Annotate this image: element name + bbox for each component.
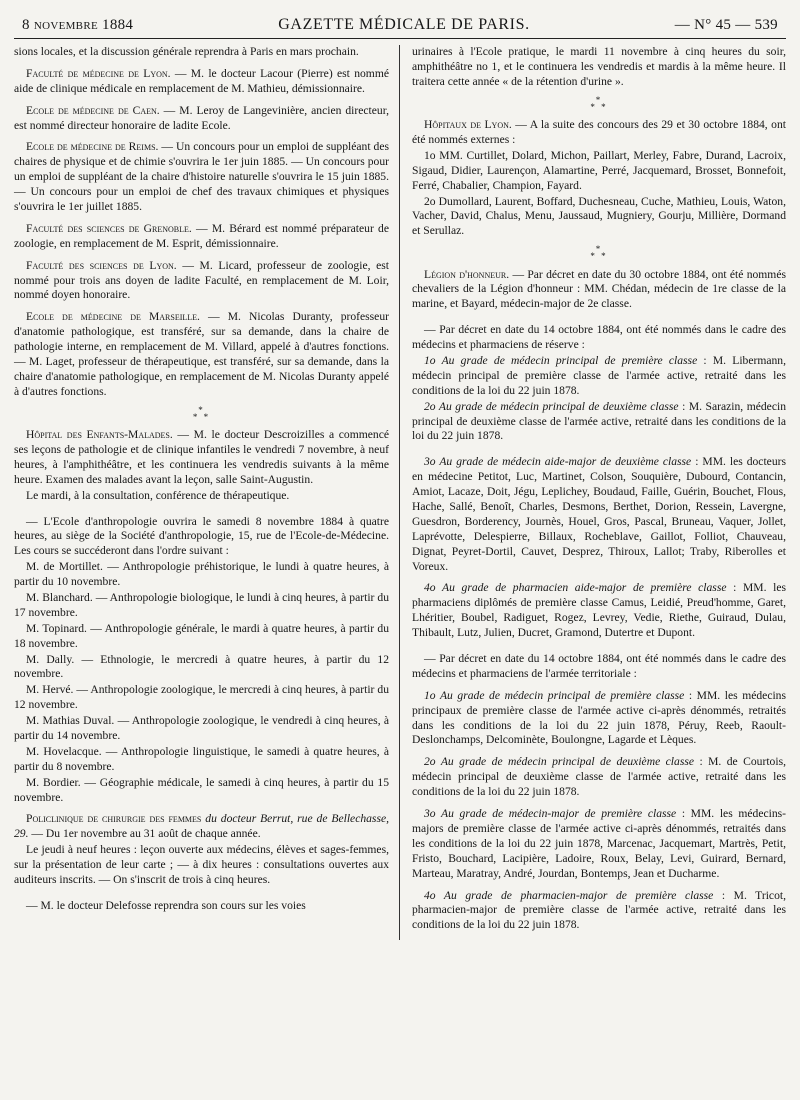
paragraph [14, 259, 389, 304]
paragraph-text: : MM. les pharmaciens diplômés de première classe Camus, Leidié, Preud'homme, Garet, Lhéritier, Boubel, Radiguet, Rogez, Levrey, Vedie, Riethe, Guiraud, Dulau, Thibault, Lutz, Julien, Ducret, Gramond, Dutertre et Dupont. [412, 581, 786, 640]
paragraph-text: sions locales, et la discussion générale reprendra à Paris en mars prochain. [14, 45, 359, 58]
section-heading: Policlinique de chirurgie des femmes [26, 812, 202, 826]
paragraph [412, 45, 786, 90]
paragraph-text: — M. le docteur Descroizilles a commencé ses leçons de pathologie et de clinique infantiles le vendredi 7 novembre, à neuf heures, à l'amphithéâtre, et les continuera les vendredis suivants à la même heure. Examen des malades avant la leçon, salle Saint-Augustin. [14, 428, 389, 486]
paragraph-text: : MM. les médecins principaux de première classe de l'armée active ci-après dénommés, retraités dans les conditions de la loi du 22 juin 1878, Péruy, Reeb, Raoult-Deslonchamps, Delcominète, Boulongne, Lagarde et Lèques. [412, 688, 786, 747]
paragraph-text: M. Bordier. — Géographie médicale, le samedi à cinq heures, à partir du 15 novembre. [14, 775, 389, 804]
paragraph-text: M. Mathias Duval. — Anthropologie zoologique, le vendredi à cinq heures, à partir du 14 novembre. [14, 714, 389, 742]
paragraph-text: : MM. les médecins-majors de première classe de l'armée active ci-après dénommés, retraités dans les conditions de la loi du 22 juin 1878, Marcenac, Jacquemart, Martrès, Petit, Fristo, Bouchard, Lacipière, Ladoire, Roux, Belay, Levi, Guirard, Bernard, Marteau, Maratray, André, Jourdan, Bontemps, Jean et Ducharme. [412, 807, 787, 880]
right-column [400, 45, 786, 940]
paragraph-text: M. Topinard. — Anthropologie générale, le mardi à quatre heures, à partir du 18 novembre. [14, 621, 389, 650]
columns [14, 45, 786, 940]
paragraph [14, 812, 389, 842]
section-heading: Faculté de médecine de Lyon. [26, 66, 171, 80]
paragraph-text: — L'Ecole d'anthropologie ouvrira le samedi 8 novembre 1884 à quatre heures, au siège de la Société d'anthropologie, 15, rue de l'Ecole-de-Médecine. Les cours se succéderont dans l'ordre suivant : [14, 514, 389, 558]
paragraph-text: Le jeudi à neuf heures : leçon ouverte aux médecins, élèves et sages-femmes, sur la présentation de leur carte ; — à dix heures : consultations ouvertes aux auditeurs inscrits. — On s'inscrit de trois à cinq heures. [14, 843, 389, 887]
italic-phrase: 4o Au grade de pharmacien aide-major de première classe [424, 581, 727, 595]
paragraph-text: — Par décret en date du 14 octobre 1884, ont été nommés dans le cadre des médecins et pharmaciens de l'armée territoriale : [412, 652, 786, 680]
paragraph-text: — M. le docteur Lacour (Pierre) est nommé aide de clinique médicale en remplacement de M. Mathieu, démissionnaire. [14, 66, 389, 95]
section-heading: Légion d'honneur. [424, 267, 510, 281]
paragraph-text: : M. Libermann, médecin principal de première classe de l'armée active, retraité dans les conditions de la loi du 22 juin 1878. [412, 354, 786, 397]
paragraph [14, 140, 389, 214]
paragraph [14, 428, 389, 488]
section-heading: Faculté des sciences de Grenoble. [26, 221, 192, 235]
paragraph-text: M. Blanchard. — Anthropologie biologique, le lundi à cinq heures, à partir du 17 novembre. [14, 590, 389, 619]
paragraph [14, 222, 389, 252]
paragraph [412, 400, 786, 445]
italic-phrase: 4o Au grade de pharmacien-major de première classe [424, 888, 714, 902]
paragraph [14, 653, 389, 683]
italic-phrase: 1o Au grade de médecin principal de première classe [424, 688, 685, 702]
paragraph [14, 67, 389, 97]
separator-stars: * * * [590, 94, 608, 112]
paragraph [14, 622, 389, 652]
section-heading: Ecole de médecine de Reims. [26, 140, 159, 154]
italic-phrase: 3o Au grade de médecin-major de première classe [424, 807, 677, 821]
paragraph [412, 118, 786, 148]
section-heading: Hôpitaux de Lyon. [424, 118, 512, 132]
italic-phrase: 2o Au grade de médecin principal de deuxième classe [424, 399, 679, 413]
paragraph [412, 889, 786, 934]
paragraph-text: 2o Dumollard, Laurent, Boffard, Duchesneau, Cuche, Mathieu, Louis, Waton, Vacher, David, Chalus, Menu, Jaussaud, Mugniery, Gourju, Millière, Dormand et Serullaz. [412, 194, 786, 238]
paragraph [412, 455, 786, 574]
paragraph [412, 323, 786, 353]
paragraph [14, 745, 389, 775]
section-heading: Ecole de médecine de Marseille. [26, 310, 200, 324]
paragraph-text: : M. Sarazin, médecin principal de deuxième classe de l'armée active, retraité dans les conditions de la loi du 22 juin 1878. [412, 399, 786, 443]
paragraph [412, 149, 786, 194]
paragraph-text: M. Dally. — Ethnologie, le mercredi à quatre heures, à partir du 12 novembre. [14, 652, 389, 681]
paragraph-text: M. de Mortillet. — Anthropologie préhistorique, le lundi à quatre heures, à partir du 10 novembre. [14, 560, 389, 589]
separator-stars: * * * [590, 244, 608, 262]
italic-phrase: du docteur Berrut, rue de Bellechasse, 29. [14, 812, 389, 841]
paragraph-text: — Du 1er novembre au 31 août de chaque année. [28, 827, 261, 841]
paragraph-text: — Par décret en date du 30 octobre 1884, ont été nommés chevaliers de la Légion d'honneur : MM. Chédan, médecin de 1re classe de la marine, et Bayard, médecin-major de 2e classe. [412, 267, 786, 311]
section-heading: Hôpital des Enfants-Malades. [26, 428, 173, 442]
paragraph-text: : M. Tricot, pharmacien-major de première classe de l'armée active, retraité dans les conditions de la loi du 22 juin 1878. [412, 888, 786, 932]
paragraph [14, 310, 389, 399]
paragraph-text: M. Hovelacque. — Anthropologie linguistique, le samedi à quatre heures, à partir du 8 novembre. [14, 744, 389, 773]
paragraph [412, 195, 786, 240]
paragraph [14, 776, 389, 806]
paragraph [412, 268, 786, 313]
paragraph [412, 755, 786, 800]
italic-phrase: 3o Au grade de médecin aide-major de deuxième classe [424, 455, 692, 469]
section-heading: Faculté des sciences de Lyon. [26, 258, 177, 272]
paragraph [14, 843, 389, 888]
italic-phrase: 1o Au grade de médecin principal de première classe [424, 354, 698, 367]
paragraph-text: 1o MM. Curtillet, Dolard, Michon, Paillart, Merley, Fabre, Durand, Lacroix, Sigaud, Didier, Laurençon, Alamartine, Perré, Jacquemard, Brosset, Bonnefoit, Ferré, Chabalier, Champion, Fayard. [412, 148, 786, 192]
paragraph [412, 354, 786, 399]
paragraph-text: urinaires à l'Ecole pratique, le mardi 11 novembre à cinq heures du soir, amphithéâtre no 1, et le continuera les vendredis et mardis à la même heure. Il traitera cette année « de la rétention d'urine ». [412, 45, 786, 88]
paragraph [14, 683, 389, 713]
paragraph [412, 689, 786, 749]
paragraph-text: — M. Licard, professeur de zoologie, est nommé pour trois ans doyen de ladite Faculté, en remplacement de M. Loir, nommé doyen honoraire. [14, 258, 390, 302]
paragraph-text: — Un concours pour un emploi de suppléant des chaires de physique et de chimie s'ouvrira le 1er juin 1885. — Un concours pour un emploi de suppléant de la chaire d'histoire naturelle s'ouvrira le 15 juin 1885. — Un concours pour un emploi de chef des travaux chimiques et physiques s'ouvrira le 1er juillet 1885. [14, 140, 390, 214]
paragraph-text: Le mardi, à la consultation, conférence de thérapeutique. [26, 488, 290, 502]
header-title: GAZETTE MÉDICALE DE PARIS. [278, 16, 530, 33]
paragraph-text: — M. Bérard est nommé préparateur de zoologie, en remplacement de M. Esprit, démissionnaire. [14, 221, 389, 250]
paragraph [14, 591, 389, 621]
paragraph [14, 104, 389, 134]
section-heading: Ecole de médecine de Caen. [26, 103, 160, 117]
paragraph [412, 581, 786, 641]
paragraph [14, 714, 389, 744]
paragraph [14, 899, 389, 914]
paragraph-text: — A la suite des concours des 29 et 30 octobre 1884, ont été nommés externes : [412, 118, 786, 146]
paragraph [14, 45, 389, 60]
paragraph [14, 515, 389, 560]
paragraph [412, 807, 786, 881]
separator-stars: * * * [192, 404, 211, 422]
paragraph-text: — M. Nicolas Duranty, professeur d'anatomie pathologique, est transféré, sur sa demande, dans la chaire de pathologie interne, en remplacement de M. Villard, appelé à d'autres fonctions. — M. Laget, professeur de thérapeutique, est transféré, sur sa demande, dans la chaire d'anatomie pathologique, en remplacement de M. Nicolas Duranty appelé à d'autres fonctions. [14, 310, 389, 398]
paragraph-text: M. Hervé. — Anthropologie zoologique, le mercredi à cinq heures, à partir du 12 novembre. [14, 683, 389, 712]
paragraph-text: — Par décret en date du 14 octobre 1884, ont été nommés dans le cadre des médecins et pharmaciens de réserve : [412, 323, 786, 352]
paragraph [412, 652, 786, 682]
page-header [14, 16, 786, 39]
paragraph-text: — M. Leroy de Langevinière, ancien directeur, est nommé directeur honoraire de ladite Ecole. [14, 103, 390, 132]
paragraph-text: : MM. les docteurs en médecine Petitot, Luc, Martinet, Colson, Souquière, Dubourd, Contancin, Amiot, Lacaze, Doit, Jégu, Leplichey, Boudaud, Faille, Guérin, Bouchet, Flous, Hache, Sallé, Benoît, Charles, Desmons, Berthet, Dorion, Ressein, Lavergne, Guesdron, Borderency, Journès, Houel, Gros, Pascal, Bruneau, Vaquer, Jollet, Laprévotte, Delespierre, Billaux, Rocheblave, Gaillot, Folliot, Chauveau, Dignat, Peyret-Dortil, Cauvet, Desprez, Thiroux, Lallot; Traby, Riberolles et Voreux. [412, 455, 786, 573]
header-issue: — N° 45 — 539 [674, 17, 778, 33]
paragraph-text: — M. le docteur Delefosse reprendra son cours sur les voies [26, 898, 306, 912]
left-column [14, 45, 400, 940]
paragraph-text: : M. de Courtois, médecin principal de deuxième classe de l'armée active, retraité dans les conditions de la loi du 22 juin 1878. [412, 755, 786, 799]
paragraph [14, 489, 389, 504]
header-date: 8 novembre 1884 [22, 17, 134, 33]
italic-phrase: 2o Au grade de médecin principal de deuxième classe [424, 755, 694, 769]
paragraph [14, 560, 389, 590]
